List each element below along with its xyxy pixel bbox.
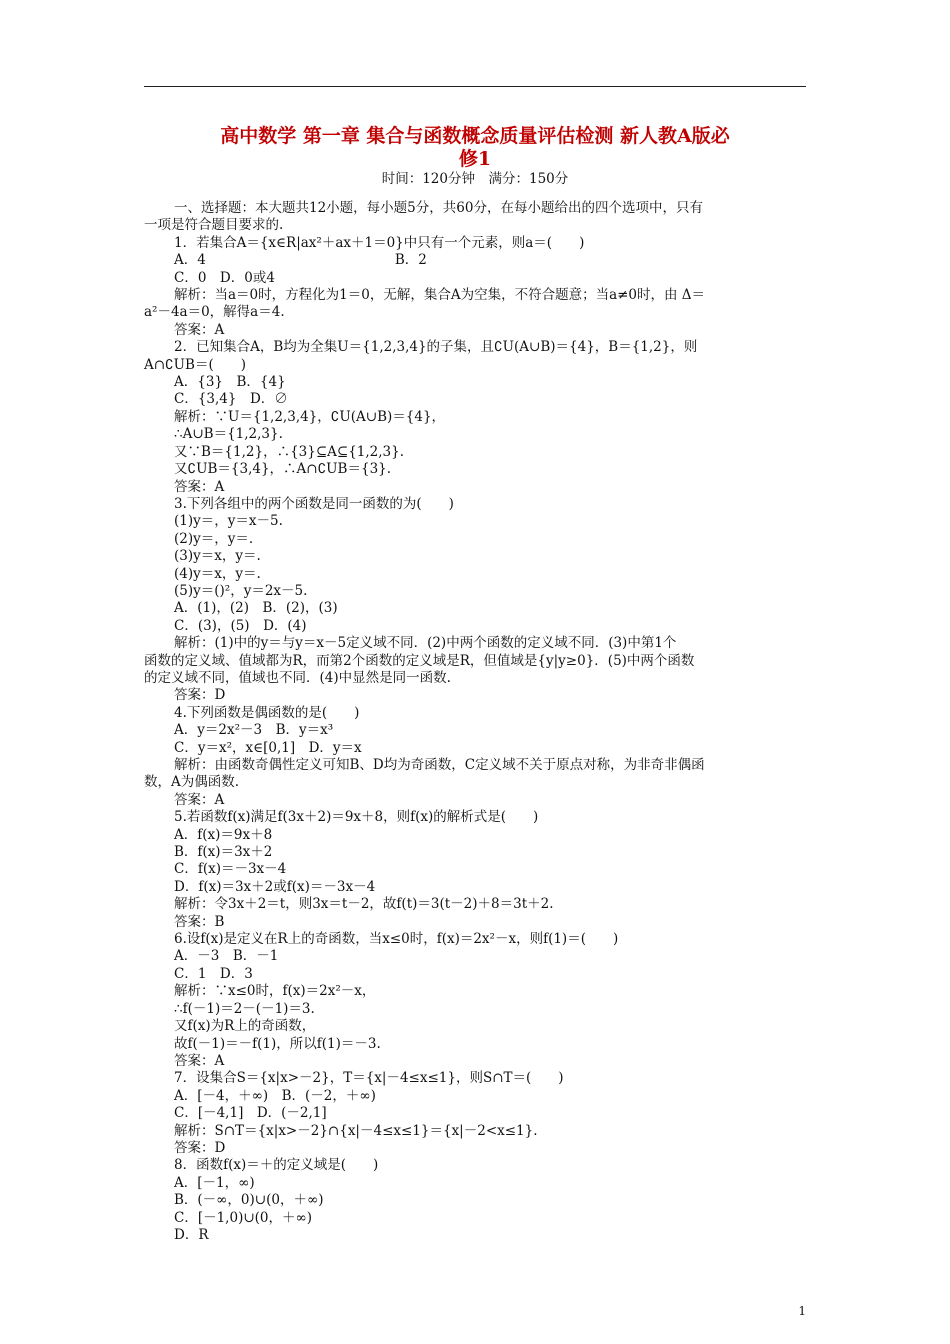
text-line: 4.下列函数是偶函数的是( ) — [174, 704, 360, 721]
text-line: B．(－∞，0)∪(0，＋∞) — [174, 1192, 324, 1209]
text-line: A．4 B．2 — [174, 252, 427, 269]
text-line: 函数的定义域、值域都为R，而第2个函数的定义域是R，但值域是{y|y≥0}．(5)中两个函数 — [144, 652, 695, 669]
text-line: 故f(－1)＝－f(1)，所以f(1)＝－3. — [174, 1035, 381, 1052]
text-line: 解析：∵x≤0时，f(x)＝2x²－x， — [174, 983, 376, 1000]
text-line: 一项是符合题目要求的. — [144, 217, 284, 234]
text-line: C．[－1,0)∪(0，＋∞) — [174, 1209, 313, 1226]
page-title-line-1: 高中数学 第一章 集合与函数概念质量评估检测 新人教A版必 — [220, 125, 730, 147]
text-line: (5)y＝()²，y＝2x－5. — [174, 582, 308, 599]
text-line: 答案：A — [174, 791, 225, 808]
document-body — [144, 200, 808, 1244]
text-line: A．y＝2x²－3 B．y＝x³ — [174, 722, 334, 739]
text-line: 又∵B＝{1,2}，∴{3}⊆A⊆{1,2,3}. — [174, 443, 405, 460]
text-line: 答案：A — [174, 1052, 225, 1069]
text-line: (2)y＝，y＝. — [174, 530, 254, 547]
text-line: C．{3,4} D．∅ — [174, 391, 288, 408]
text-line: 解析：令3x＋2＝t，则3x＝t－2，故f(t)＝3(t－2)＋8＝3t＋2. — [174, 896, 554, 913]
text-line: 5.若函数f(x)满足f(3x＋2)＝9x＋8，则f(x)的解析式是( ) — [174, 809, 539, 826]
text-line: C．(3)，(5) D．(4) — [174, 617, 307, 634]
text-line: ∴A∪B＝{1,2,3}. — [174, 426, 283, 443]
text-line: A．[－4，＋∞) B．(－2，＋∞) — [174, 1087, 376, 1104]
text-line: 答案：A — [174, 321, 225, 338]
text-line: 解析：S∩T＝{x|x>－2}∩{x|－4≤x≤1}＝{x|－2<x≤1}. — [174, 1122, 538, 1139]
text-line: A．{3} B．{4} — [174, 374, 286, 391]
text-line: B．f(x)＝3x＋2 — [174, 844, 273, 861]
text-line: (3)y＝x，y＝. — [174, 548, 261, 565]
text-line: 6.设f(x)是定义在R上的奇函数，当x≤0时，f(x)＝2x²－x，则f(1)＝( ) — [174, 931, 619, 948]
text-line: D．R — [174, 1226, 209, 1243]
page-title-line-2: 修1 — [458, 148, 492, 170]
text-line: C．[－4,1] D．(－2,1] — [174, 1105, 327, 1122]
text-line: 解析：∵U＝{1,2,3,4}，∁U(A∪B)＝{4}， — [174, 408, 446, 425]
text-line: (1)y＝，y＝x－5. — [174, 513, 283, 530]
text-line: 一、选择题：本大题共12小题，每小题5分，共60分，在每小题给出的四个选项中，只有 — [174, 200, 703, 216]
text-line: C．f(x)＝－3x－4 — [174, 861, 287, 878]
text-line: 3.下列各组中的两个函数是同一函数的为( ) — [174, 495, 454, 512]
text-line: 解析：由函数奇偶性定义可知B、D均为奇函数，C定义域不关于原点对称，为非奇非偶函 — [174, 757, 705, 773]
text-line: A∩∁UB＝( ) — [144, 356, 246, 373]
text-line: 的定义域不同，值域也不同．(4)中显然是同一函数. — [144, 669, 451, 686]
exam-time-score: 时间：120分钟 满分：150分 — [381, 171, 569, 187]
text-line: a²－4a＝0，解得a＝4. — [144, 304, 285, 321]
text-line: A．(1)，(2) B．(2)，(3) — [174, 600, 338, 617]
text-line: 答案：A — [174, 478, 225, 495]
text-line: 答案：D — [174, 1139, 226, 1156]
text-line: C．0 D．0或4 — [174, 269, 275, 286]
text-line: D．f(x)＝3x＋2或f(x)＝－3x－4 — [174, 878, 376, 895]
text-line: 解析：(1)中的y＝与y＝x－5定义域不同．(2)中两个函数的定义域不同．(3)中第1个 — [174, 635, 677, 652]
text-line: 1．若集合A＝{x∈R|ax²＋ax＋1＝0}中只有一个元素，则a＝( ) — [174, 234, 585, 251]
text-line: 答案：D — [174, 687, 226, 704]
text-line: C．1 D．3 — [174, 965, 253, 982]
text-line: 答案：B — [174, 913, 225, 930]
text-line: 7．设集合S＝{x|x>－2}，T＝{x|－4≤x≤1}，则S∩T＝( ) — [174, 1070, 564, 1087]
text-line: ∴f(－1)＝2－(－1)＝3. — [174, 1000, 315, 1017]
text-line: A．－3 B．－1 — [174, 948, 279, 965]
text-line: 又∁UB＝{3,4}，∴A∩∁UB＝{3}. — [174, 461, 392, 478]
text-line: A．f(x)＝9x＋8 — [174, 826, 273, 843]
text-line: 2．已知集合A，B均为全集U＝{1,2,3,4}的子集，且∁U(A∪B)＝{4}，B＝{1,2}，则 — [174, 339, 698, 356]
text-line: 数，A为偶函数. — [144, 774, 240, 791]
text-line: C．y＝x²，x∈[0,1] D．y＝x — [174, 739, 362, 756]
page-number: 1 — [798, 1304, 806, 1318]
header-rule — [144, 86, 806, 87]
text-line: 8．函数f(x)＝＋的定义域是( ) — [174, 1157, 379, 1174]
text-line: (4)y＝x，y＝. — [174, 565, 261, 582]
text-line: 又f(x)为R上的奇函数， — [174, 1018, 316, 1035]
text-line: 解析：当a＝0时，方程化为1＝0，无解，集合A为空集，不符合题意；当a≠0时，由 Δ＝ — [174, 287, 706, 304]
text-line: A．[－1，∞) — [174, 1174, 255, 1191]
